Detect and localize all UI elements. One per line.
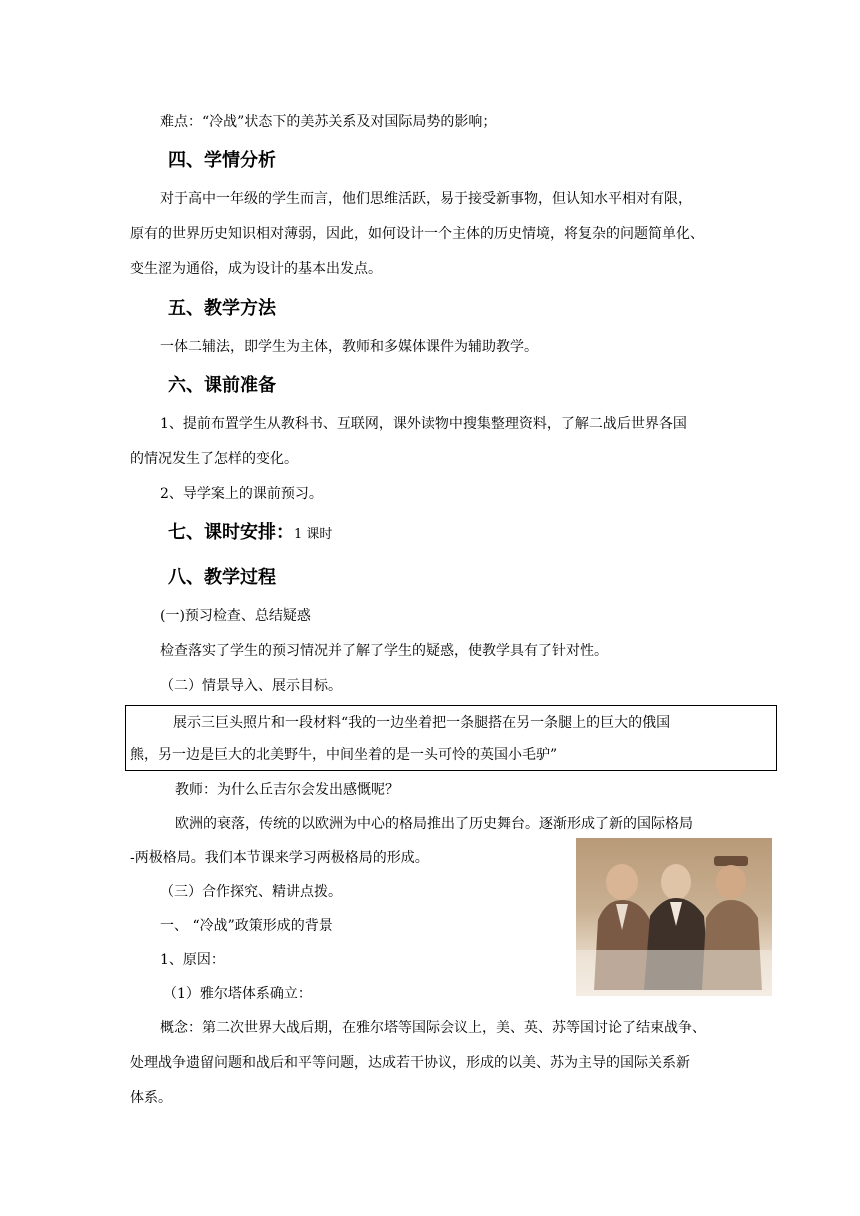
- section-4-heading: 四、学情分析: [168, 150, 276, 171]
- paragraph-line: 一体二辅法，即学生为主体，教师和多媒体课件为辅助教学。: [160, 339, 538, 355]
- lesson-count: 1 课时: [294, 527, 333, 542]
- yalta-label: （1）雅尔塔体系确立：: [163, 986, 312, 1002]
- paragraph-line: 处理战争遗留问题和战后和平等问题，达成若干协议，形成的以美、苏为主导的国际关系新: [130, 1055, 690, 1071]
- quote-line: 熊，另一边是巨大的北美野牛，中间坐着的是一头可怜的英国小毛驴”: [130, 747, 558, 763]
- quote-line: 展示三巨头照片和一段材料“我的一边坐着把一条腿搭在另一条腿上的巨大的俄国: [173, 715, 671, 731]
- paragraph-line: 2、导学案上的课前预习。: [160, 486, 323, 502]
- paragraph-line: -两极格局。我们本节课来学习两极格局的形成。: [130, 850, 429, 866]
- section-7-heading: [168, 521, 332, 547]
- section-8-heading: 八、教学过程: [168, 567, 276, 588]
- step-3-label: （三）合作探究、精讲点拨。: [160, 884, 342, 900]
- section-5-heading: 五、教学方法: [168, 298, 276, 319]
- step-2-label: （二）情景导入、展示目标。: [160, 678, 342, 694]
- reason-label: 1、原因：: [160, 952, 225, 968]
- difficulty-line: 难点：“冷战”状态下的美苏关系及对国际局势的影响；: [160, 114, 497, 130]
- yalta-big-three-photo-icon: [576, 838, 772, 996]
- paragraph-line: 检查落实了学生的预习情况并了解了学生的疑惑，使教学具有了针对性。: [160, 643, 608, 659]
- paragraph-line: 概念：第二次世界大战后期，在雅尔塔等国际会议上，美、英、苏等国讨论了结束战争、: [160, 1020, 706, 1036]
- step-1-label: (一)预习检查、总结疑惑: [160, 608, 311, 624]
- section-7-title: 七、课时安排：: [168, 522, 294, 543]
- paragraph-line: 变生涩为通俗，成为设计的基本出发点。: [130, 261, 382, 277]
- section-6-heading: 六、课前准备: [168, 375, 276, 396]
- cold-war-heading: 一、 “冷战”政策形成的背景: [160, 918, 333, 934]
- paragraph-line: 对于高中一年级的学生而言，他们思维活跃，易于接受新事物，但认知水平相对有限，: [160, 191, 692, 207]
- paragraph-line: 原有的世界历史知识相对薄弱，因此，如何设计一个主体的历史情境，将复杂的问题简单化、: [130, 226, 704, 242]
- paragraph-line: 体系。: [130, 1090, 172, 1106]
- paragraph-line: 欧洲的衰落，传统的以欧洲为中心的格局推出了历史舞台。逐渐形成了新的国际格局: [175, 816, 693, 832]
- teacher-question: 教师：为什么丘吉尔会发出感慨呢？: [175, 782, 399, 798]
- paragraph-line: 1、提前布置学生从教科书、互联网，课外读物中搜集整理资料，了解二战后世界各国: [160, 416, 687, 432]
- photo: [576, 838, 772, 996]
- paragraph-line: 的情况发生了怎样的变化。: [130, 451, 298, 467]
